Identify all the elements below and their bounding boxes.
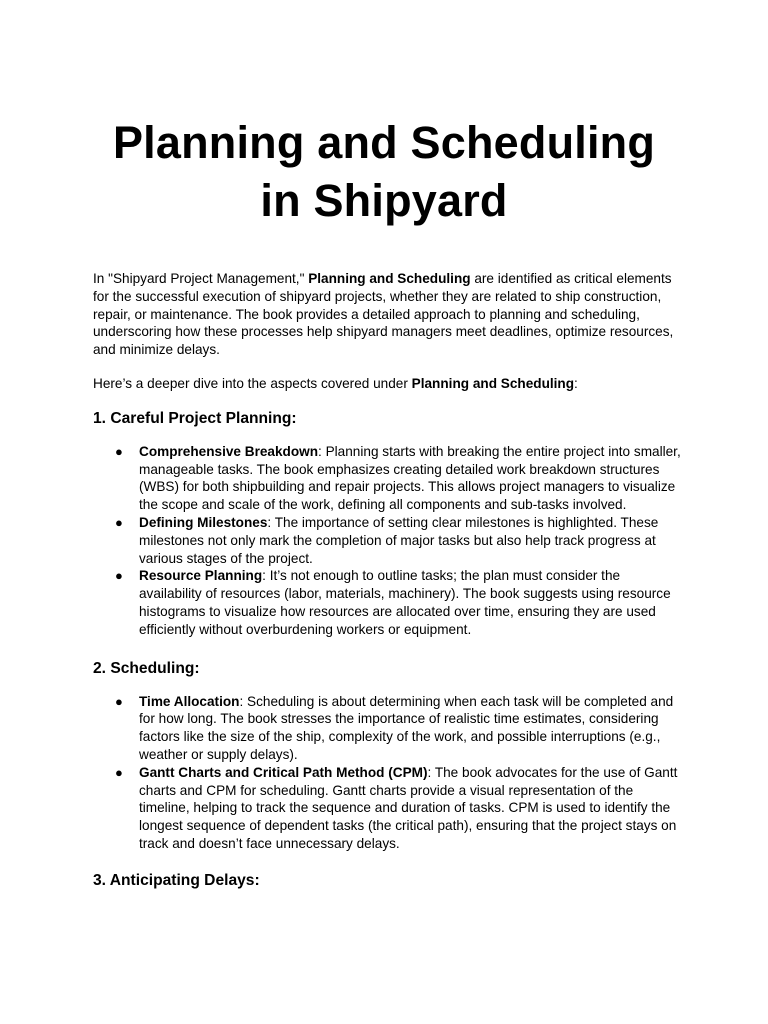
- lead-text-end: :: [574, 375, 578, 391]
- section-heading-scheduling: 2. Scheduling:: [93, 659, 200, 677]
- title-line-1: Planning and Scheduling: [112, 117, 656, 168]
- bullet-icon: ●: [115, 443, 123, 459]
- list-item-term: Defining Milestones: [139, 514, 268, 530]
- list-item: [93, 693, 683, 764]
- list-item: [93, 443, 683, 514]
- list-item: [93, 514, 683, 567]
- list-item-text: : The book advocates for the use of Gantt charts and CPM for scheduling. Gantt charts provide a visual representation of the timeline, helping to track the sequence and duration of tasks. CPM is used to identify the longest sequence of dependent tasks (the critical path), ensuring that the project stays on track and doesn’t face unnecessary delays.: [139, 764, 678, 851]
- section-heading-delays: 3. Anticipating Delays:: [93, 871, 260, 889]
- section-heading-planning: 1. Careful Project Planning:: [93, 409, 297, 427]
- page-title: [60, 114, 708, 230]
- list-item-term: Resource Planning: [139, 568, 263, 584]
- planning-list: [93, 443, 683, 639]
- lead-text-start: Here’s a deeper dive into the aspects covered under: [93, 375, 412, 391]
- intro-text-start: In "Shipyard Project Management,": [93, 271, 309, 286]
- list-item-term: Gantt Charts and Critical Path Method (CPM): [139, 764, 428, 780]
- intro-bold-term: Planning and Scheduling: [308, 271, 471, 286]
- bullet-icon: ●: [115, 764, 123, 780]
- intro-paragraph: [93, 270, 683, 359]
- list-item-text: : Planning starts with breaking the entire project into smaller, manageable tasks. The book emphasizes creating detailed work breakdown structures (WBS) for both shipbuilding and repair projects. This allows project managers to visualize the scope and scale of the work, defining all components and sub-tasks involved.: [139, 443, 681, 513]
- lead-paragraph: [93, 375, 683, 393]
- list-item-term: Time Allocation: [139, 693, 240, 709]
- list-item-text: : Scheduling is about determining when each task will be completed and for how long. The book stresses the importance of realistic time estimates, considering factors like the size of the ship, complexity of the work, and possible interruptions (e.g., weather or supply delays).: [139, 693, 674, 762]
- bullet-icon: ●: [115, 568, 123, 584]
- bullet-icon: ●: [115, 693, 123, 709]
- intro-text-rest: are identified as critical elements for the successful execution of shipyard projects, whether they are related to ship construction, repair, or maintenance. The book provides a detailed approach to planning and scheduling, underscoring how these processes help shipyard managers meet deadlines, optimize resources, and minimize delays.: [93, 271, 674, 358]
- scheduling-list: [93, 693, 683, 853]
- bullet-icon: ●: [115, 514, 123, 530]
- list-item-text: : The importance of setting clear milestones is highlighted. These milestones not only mark the completion of major tasks but also help track progress at various stages of the project.: [139, 514, 659, 566]
- title-line-2: in Shipyard: [260, 175, 508, 226]
- list-item: [93, 764, 683, 853]
- list-item: [93, 567, 683, 638]
- document-body: [93, 270, 683, 891]
- list-item-text: : It’s not enough to outline tasks; the plan must consider the availability of resources (labor, materials, machinery). The book suggests using resource histograms to visualize how resources are allocated over time, ensuring they are used efficiently without overburdening workers or equipment.: [139, 568, 671, 637]
- list-item-term: Comprehensive Breakdown: [139, 443, 319, 459]
- lead-bold-term: Planning and Scheduling: [411, 375, 575, 391]
